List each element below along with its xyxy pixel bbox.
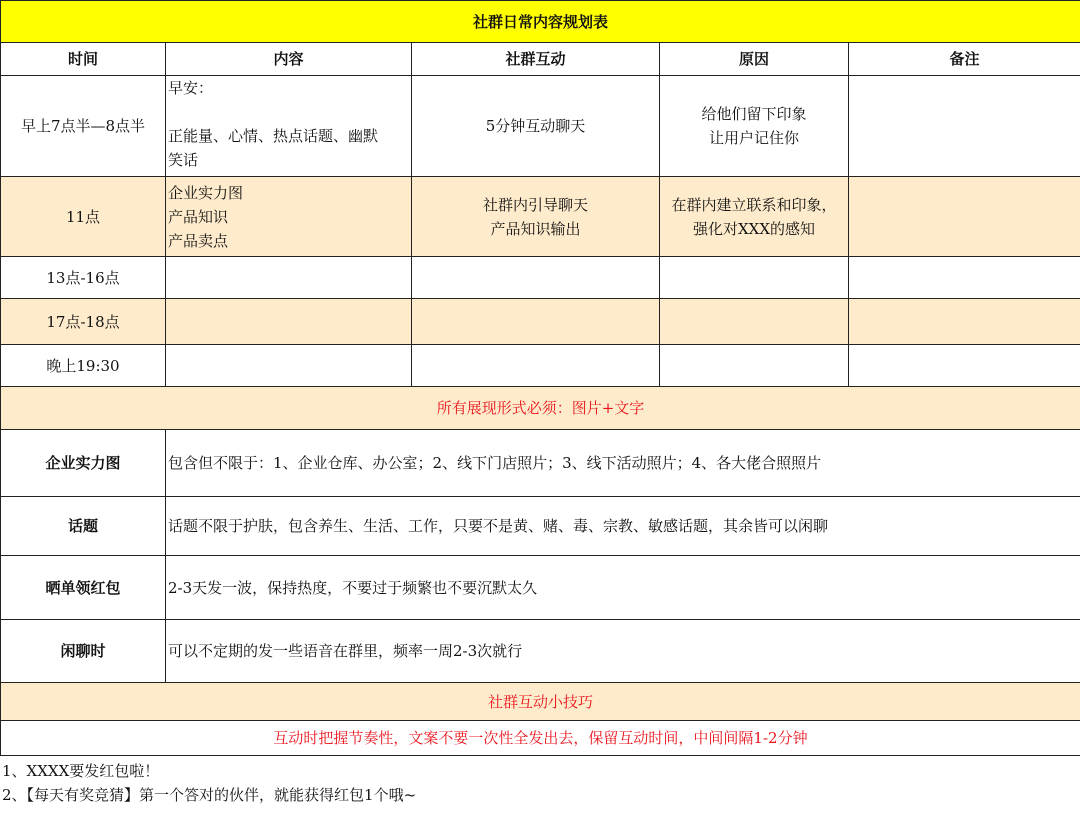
header-note[interactable]: 备注 bbox=[849, 43, 1080, 76]
content-line: 早安： bbox=[168, 79, 214, 97]
time-cell[interactable]: 13点-16点 bbox=[1, 257, 166, 299]
interaction-cell[interactable] bbox=[412, 177, 660, 257]
time-cell[interactable]: 晚上19:30 bbox=[1, 345, 166, 387]
content-cell[interactable] bbox=[166, 177, 412, 257]
header-content[interactable]: 内容 bbox=[166, 43, 412, 76]
content-cell[interactable] bbox=[166, 345, 412, 387]
content-line bbox=[168, 100, 411, 124]
detail-label[interactable]: 闲聊时 bbox=[1, 620, 166, 683]
tip-row bbox=[1, 721, 1080, 756]
table-row bbox=[1, 76, 1080, 177]
content-line: 笑话 bbox=[168, 151, 199, 169]
note-line[interactable]: 2、【每天有奖竞猜】第一个答对的伙伴，就能获得红包1个哦~ bbox=[2, 786, 417, 804]
detail-row bbox=[1, 556, 1080, 620]
header-interaction[interactable]: 社群互动 bbox=[412, 43, 660, 76]
detail-row bbox=[1, 620, 1080, 683]
interaction-cell[interactable] bbox=[412, 299, 660, 345]
banner-row bbox=[1, 683, 1080, 721]
note-cell[interactable] bbox=[849, 299, 1080, 345]
content-line: 企业实力图 bbox=[168, 183, 244, 202]
note-cell[interactable] bbox=[849, 76, 1080, 177]
banner-row bbox=[1, 387, 1080, 430]
header-row bbox=[1, 43, 1080, 76]
tip-text[interactable]: 互动时把握节奏性，文案不要一次性全发出去，保留互动时间，中间间隔1-2分钟 bbox=[1, 721, 1080, 756]
header-time[interactable]: 时间 bbox=[1, 43, 166, 76]
tips-banner[interactable]: 社群互动小技巧 bbox=[1, 683, 1080, 721]
title-row bbox=[1, 1, 1080, 43]
detail-text[interactable]: 可以不定期的发一些语音在群里，频率一周2-3次就行 bbox=[166, 620, 1080, 683]
table-row bbox=[1, 345, 1080, 387]
detail-label[interactable]: 企业实力图 bbox=[1, 430, 166, 497]
reason-line: 强化对XXX的感知 bbox=[692, 219, 816, 238]
reason-line: 给他们留下印象 bbox=[701, 105, 807, 123]
reason-cell[interactable] bbox=[660, 299, 849, 345]
content-cell[interactable] bbox=[166, 76, 412, 177]
interaction-cell[interactable] bbox=[412, 345, 660, 387]
time-cell[interactable]: 早上7点半—8点半 bbox=[1, 76, 166, 177]
note-cell[interactable] bbox=[849, 257, 1080, 299]
sheet-title: 社群日常内容规划表 bbox=[1, 1, 1080, 43]
note-cell[interactable] bbox=[849, 345, 1080, 387]
note-line[interactable]: 1、XXXX要发红包啦！ bbox=[2, 762, 160, 780]
forms-banner[interactable]: 所有展现形式必须：图片+文字 bbox=[1, 387, 1080, 430]
interaction-cell[interactable]: 5分钟互动聊天 bbox=[412, 76, 660, 177]
detail-text[interactable]: 2-3天发一波，保持热度，不要过于频繁也不要沉默太久 bbox=[166, 556, 1080, 620]
interaction-line: 产品知识输出 bbox=[490, 219, 581, 238]
content-line: 产品卖点 bbox=[168, 231, 229, 250]
detail-text[interactable]: 包含但不限于：1、企业仓库、办公室；2、线下门店照片；3、线下活动照片；4、各大佬合照照片 bbox=[166, 430, 1080, 497]
content-line: 正能量、心情、热点话题、幽默 bbox=[168, 127, 379, 145]
content-line: 产品知识 bbox=[168, 207, 229, 226]
reason-line: 在群内建立联系和印象， bbox=[671, 195, 837, 214]
reason-cell[interactable] bbox=[660, 345, 849, 387]
detail-label[interactable]: 晒单领红包 bbox=[1, 556, 166, 620]
table-row bbox=[1, 177, 1080, 257]
content-cell[interactable] bbox=[166, 299, 412, 345]
reason-cell[interactable] bbox=[660, 177, 849, 257]
detail-text[interactable]: 话题不限于护肤，包含养生、生活、工作，只要不是黄、赌、毒、宗教、敏感话题，其余皆可以闲聊 bbox=[166, 497, 1080, 556]
reason-line: 让用户记住你 bbox=[708, 129, 799, 147]
header-reason[interactable]: 原因 bbox=[660, 43, 849, 76]
table-row bbox=[1, 257, 1080, 299]
reason-cell[interactable] bbox=[660, 76, 849, 177]
time-cell[interactable]: 17点-18点 bbox=[1, 299, 166, 345]
detail-row bbox=[1, 430, 1080, 497]
reason-cell[interactable] bbox=[660, 257, 849, 299]
note-cell[interactable] bbox=[849, 177, 1080, 257]
detail-row bbox=[1, 497, 1080, 556]
notes-area bbox=[2, 759, 416, 807]
table-row bbox=[1, 299, 1080, 345]
detail-label[interactable]: 话题 bbox=[1, 497, 166, 556]
content-cell[interactable] bbox=[166, 257, 412, 299]
time-cell[interactable]: 11点 bbox=[1, 177, 166, 257]
interaction-cell[interactable] bbox=[412, 257, 660, 299]
interaction-line: 社群内引导聊天 bbox=[482, 195, 588, 214]
